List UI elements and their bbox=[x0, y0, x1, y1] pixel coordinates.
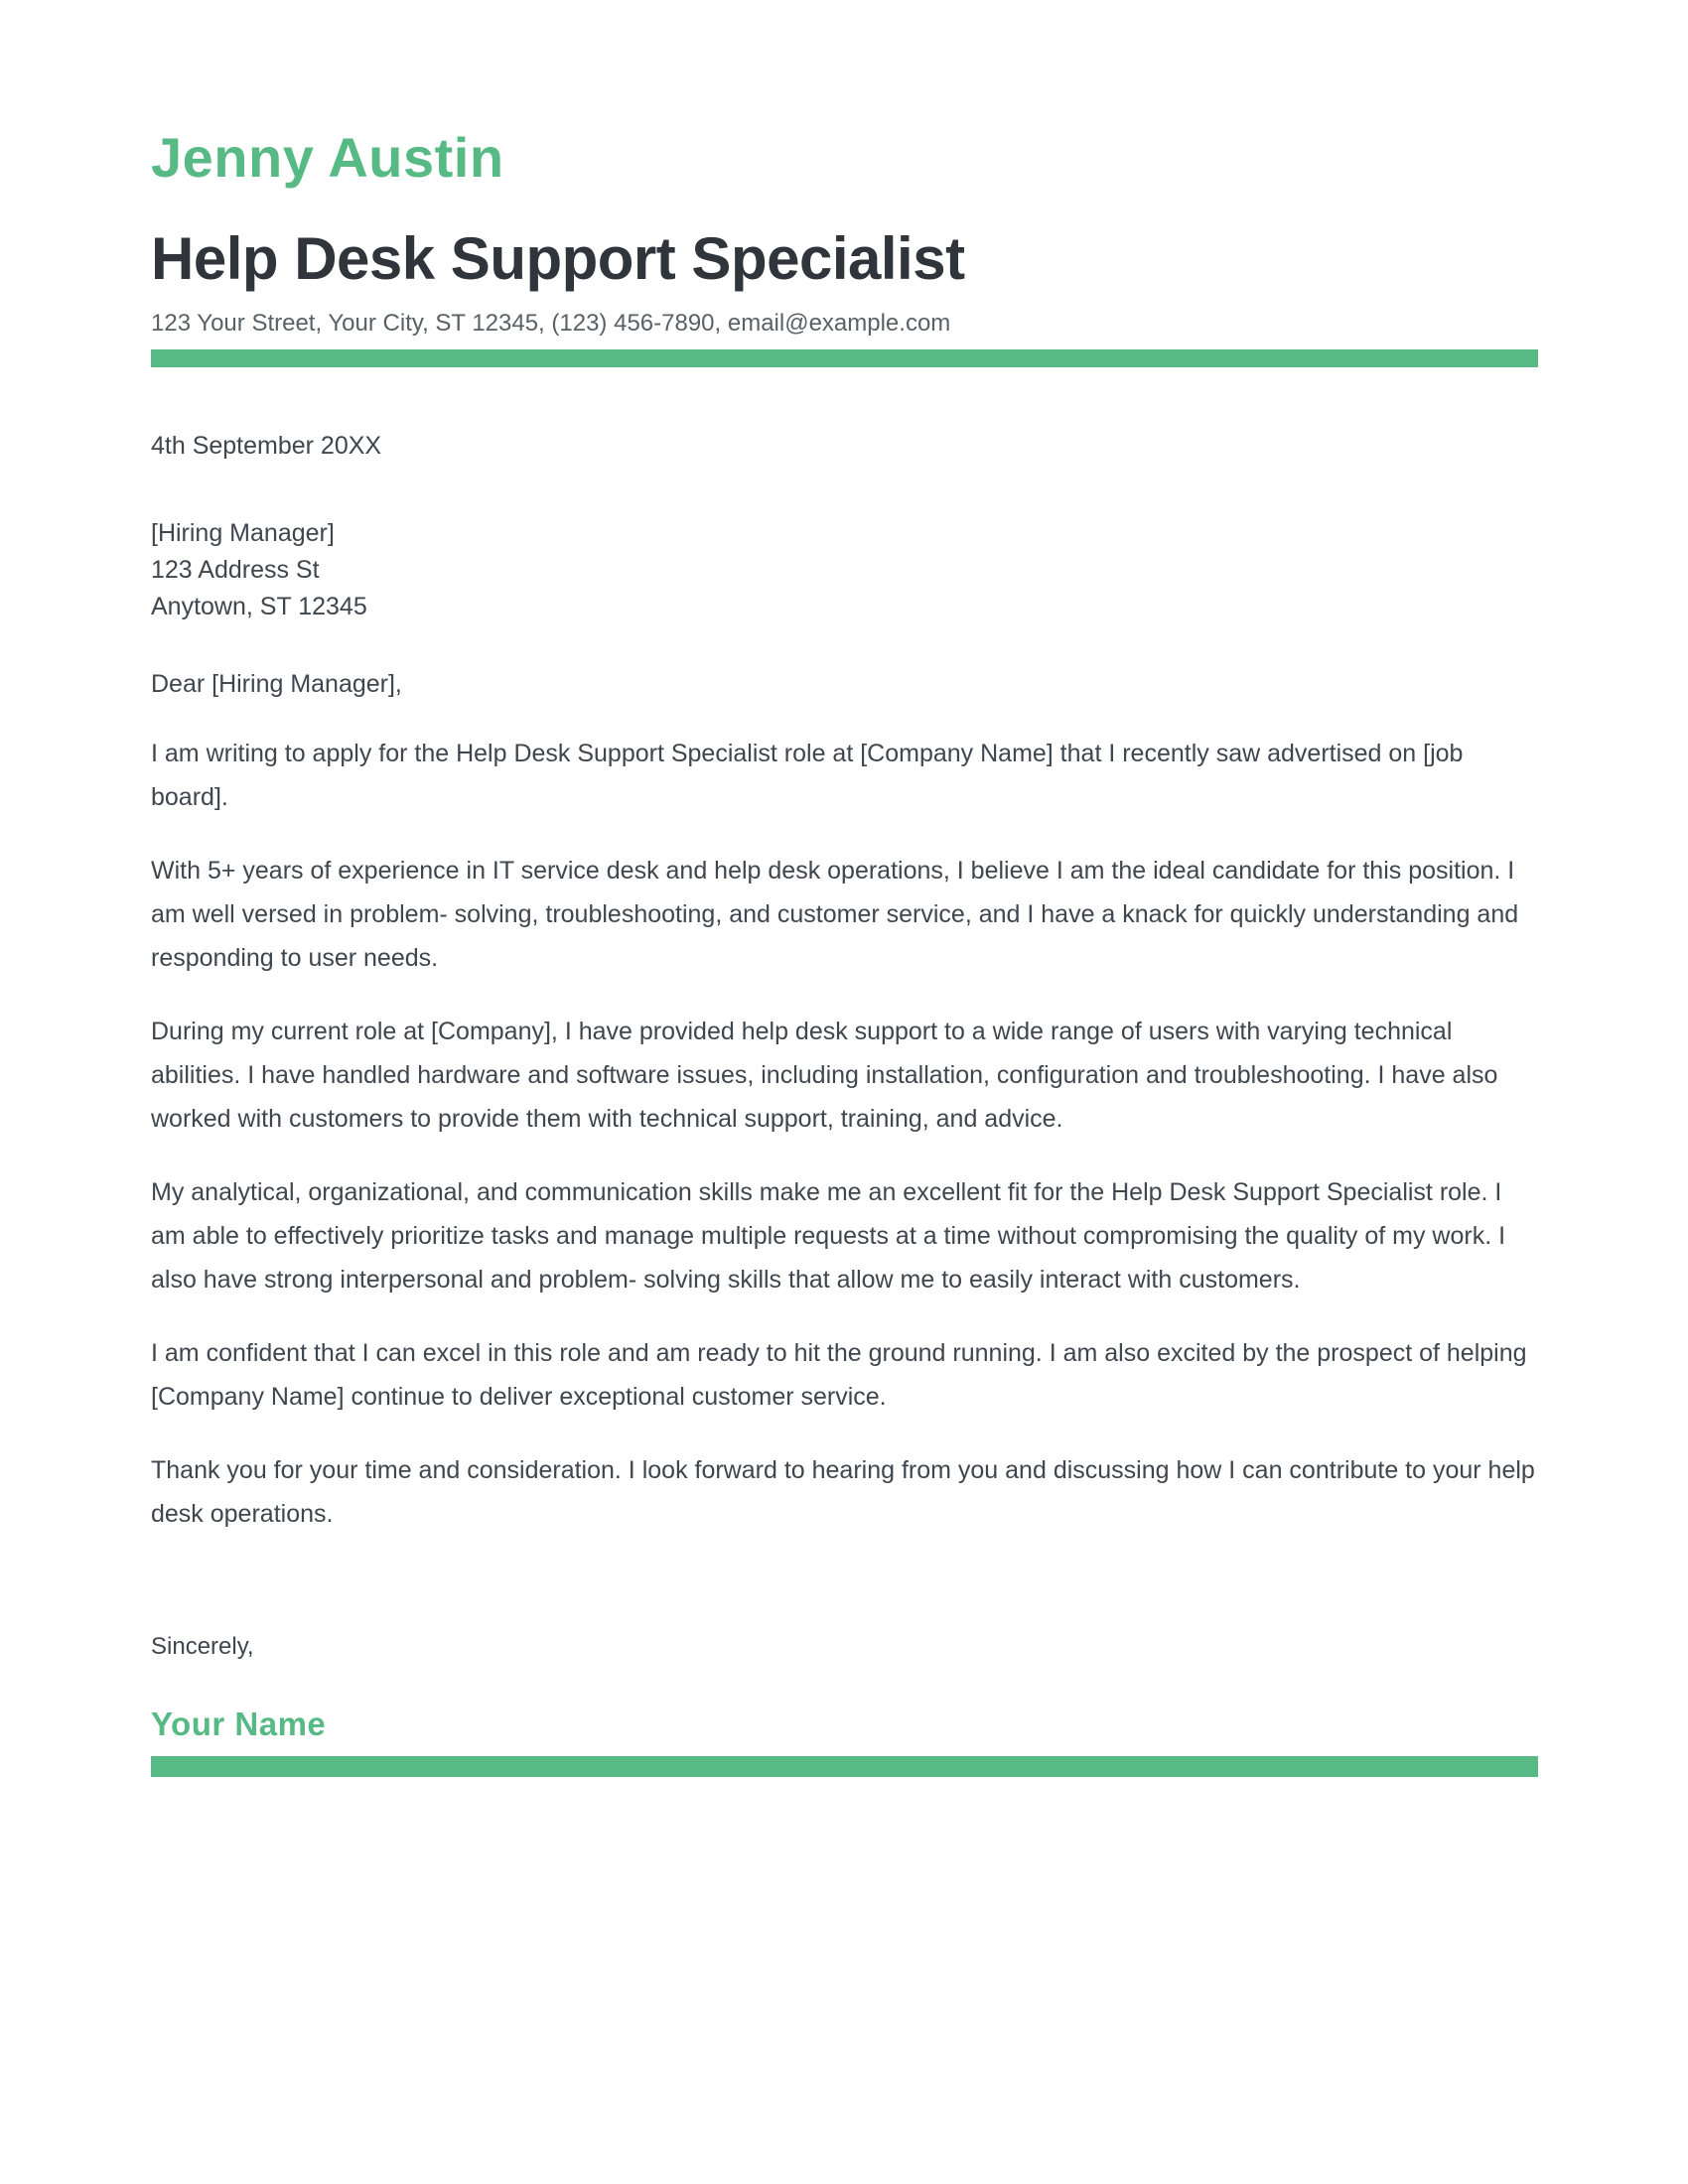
letter-body bbox=[151, 732, 1538, 1536]
body-paragraph: I am confident that I can excel in this role and am ready to hit the ground running. I am also excited by the prospect of helping [Company Name] continue to deliver exceptional customer service. bbox=[151, 1339, 1527, 1412]
recipient-line: Anytown, ST 12345 bbox=[151, 593, 367, 621]
body-paragraph: During my current role at [Company], I have provided help desk support to a wide range of users with varying technical abilities. I have handled hardware and software issues, including installation, configuration and troubleshooting. I have also worked with customers to provide them with technical support, training, and advice. bbox=[151, 1018, 1498, 1134]
applicant-name: Jenny Austin bbox=[151, 126, 504, 189]
recipient-block bbox=[151, 515, 1538, 625]
body-paragraph: I am writing to apply for the Help Desk Support Specialist role at [Company Name] that I recently saw advertised on [job board]. bbox=[151, 740, 1464, 812]
accent-bar-bottom bbox=[151, 1756, 1538, 1777]
letterhead bbox=[151, 127, 1538, 367]
salutation: Dear [Hiring Manager], bbox=[151, 670, 402, 699]
contact-line: 123 Your Street, Your City, ST 12345, (123) 456-7890, email@example.com bbox=[151, 309, 951, 337]
date-line: 4th September 20XX bbox=[151, 432, 382, 461]
accent-bar-top bbox=[151, 349, 1538, 367]
job-title: Help Desk Support Specialist bbox=[151, 224, 965, 292]
signature-name: Your Name bbox=[151, 1705, 327, 1742]
recipient-line: [Hiring Manager] bbox=[151, 519, 335, 548]
recipient-line: 123 Address St bbox=[151, 556, 320, 585]
body-paragraph: With 5+ years of experience in IT service desk and help desk operations, I believe I am the ideal candidate for this position. I am well versed in problem- solving, troubleshooting, and customer service, and I have a knack for quickly understanding and responding to user needs. bbox=[151, 857, 1519, 973]
body-paragraph: My analytical, organizational, and communication skills make me an excellent fit for the Help Desk Support Specialist role. I am able to effectively prioritize tasks and manage multiple requests at a time without compromising the quality of my work. I also have strong interpersonal and problem- solving skills that allow me to easily interact with customers. bbox=[151, 1178, 1506, 1295]
body-paragraph: Thank you for your time and consideration. I look forward to hearing from you and discussing how I can contribute to your help desk operations. bbox=[151, 1456, 1535, 1529]
closing: Sincerely, bbox=[151, 1633, 254, 1661]
